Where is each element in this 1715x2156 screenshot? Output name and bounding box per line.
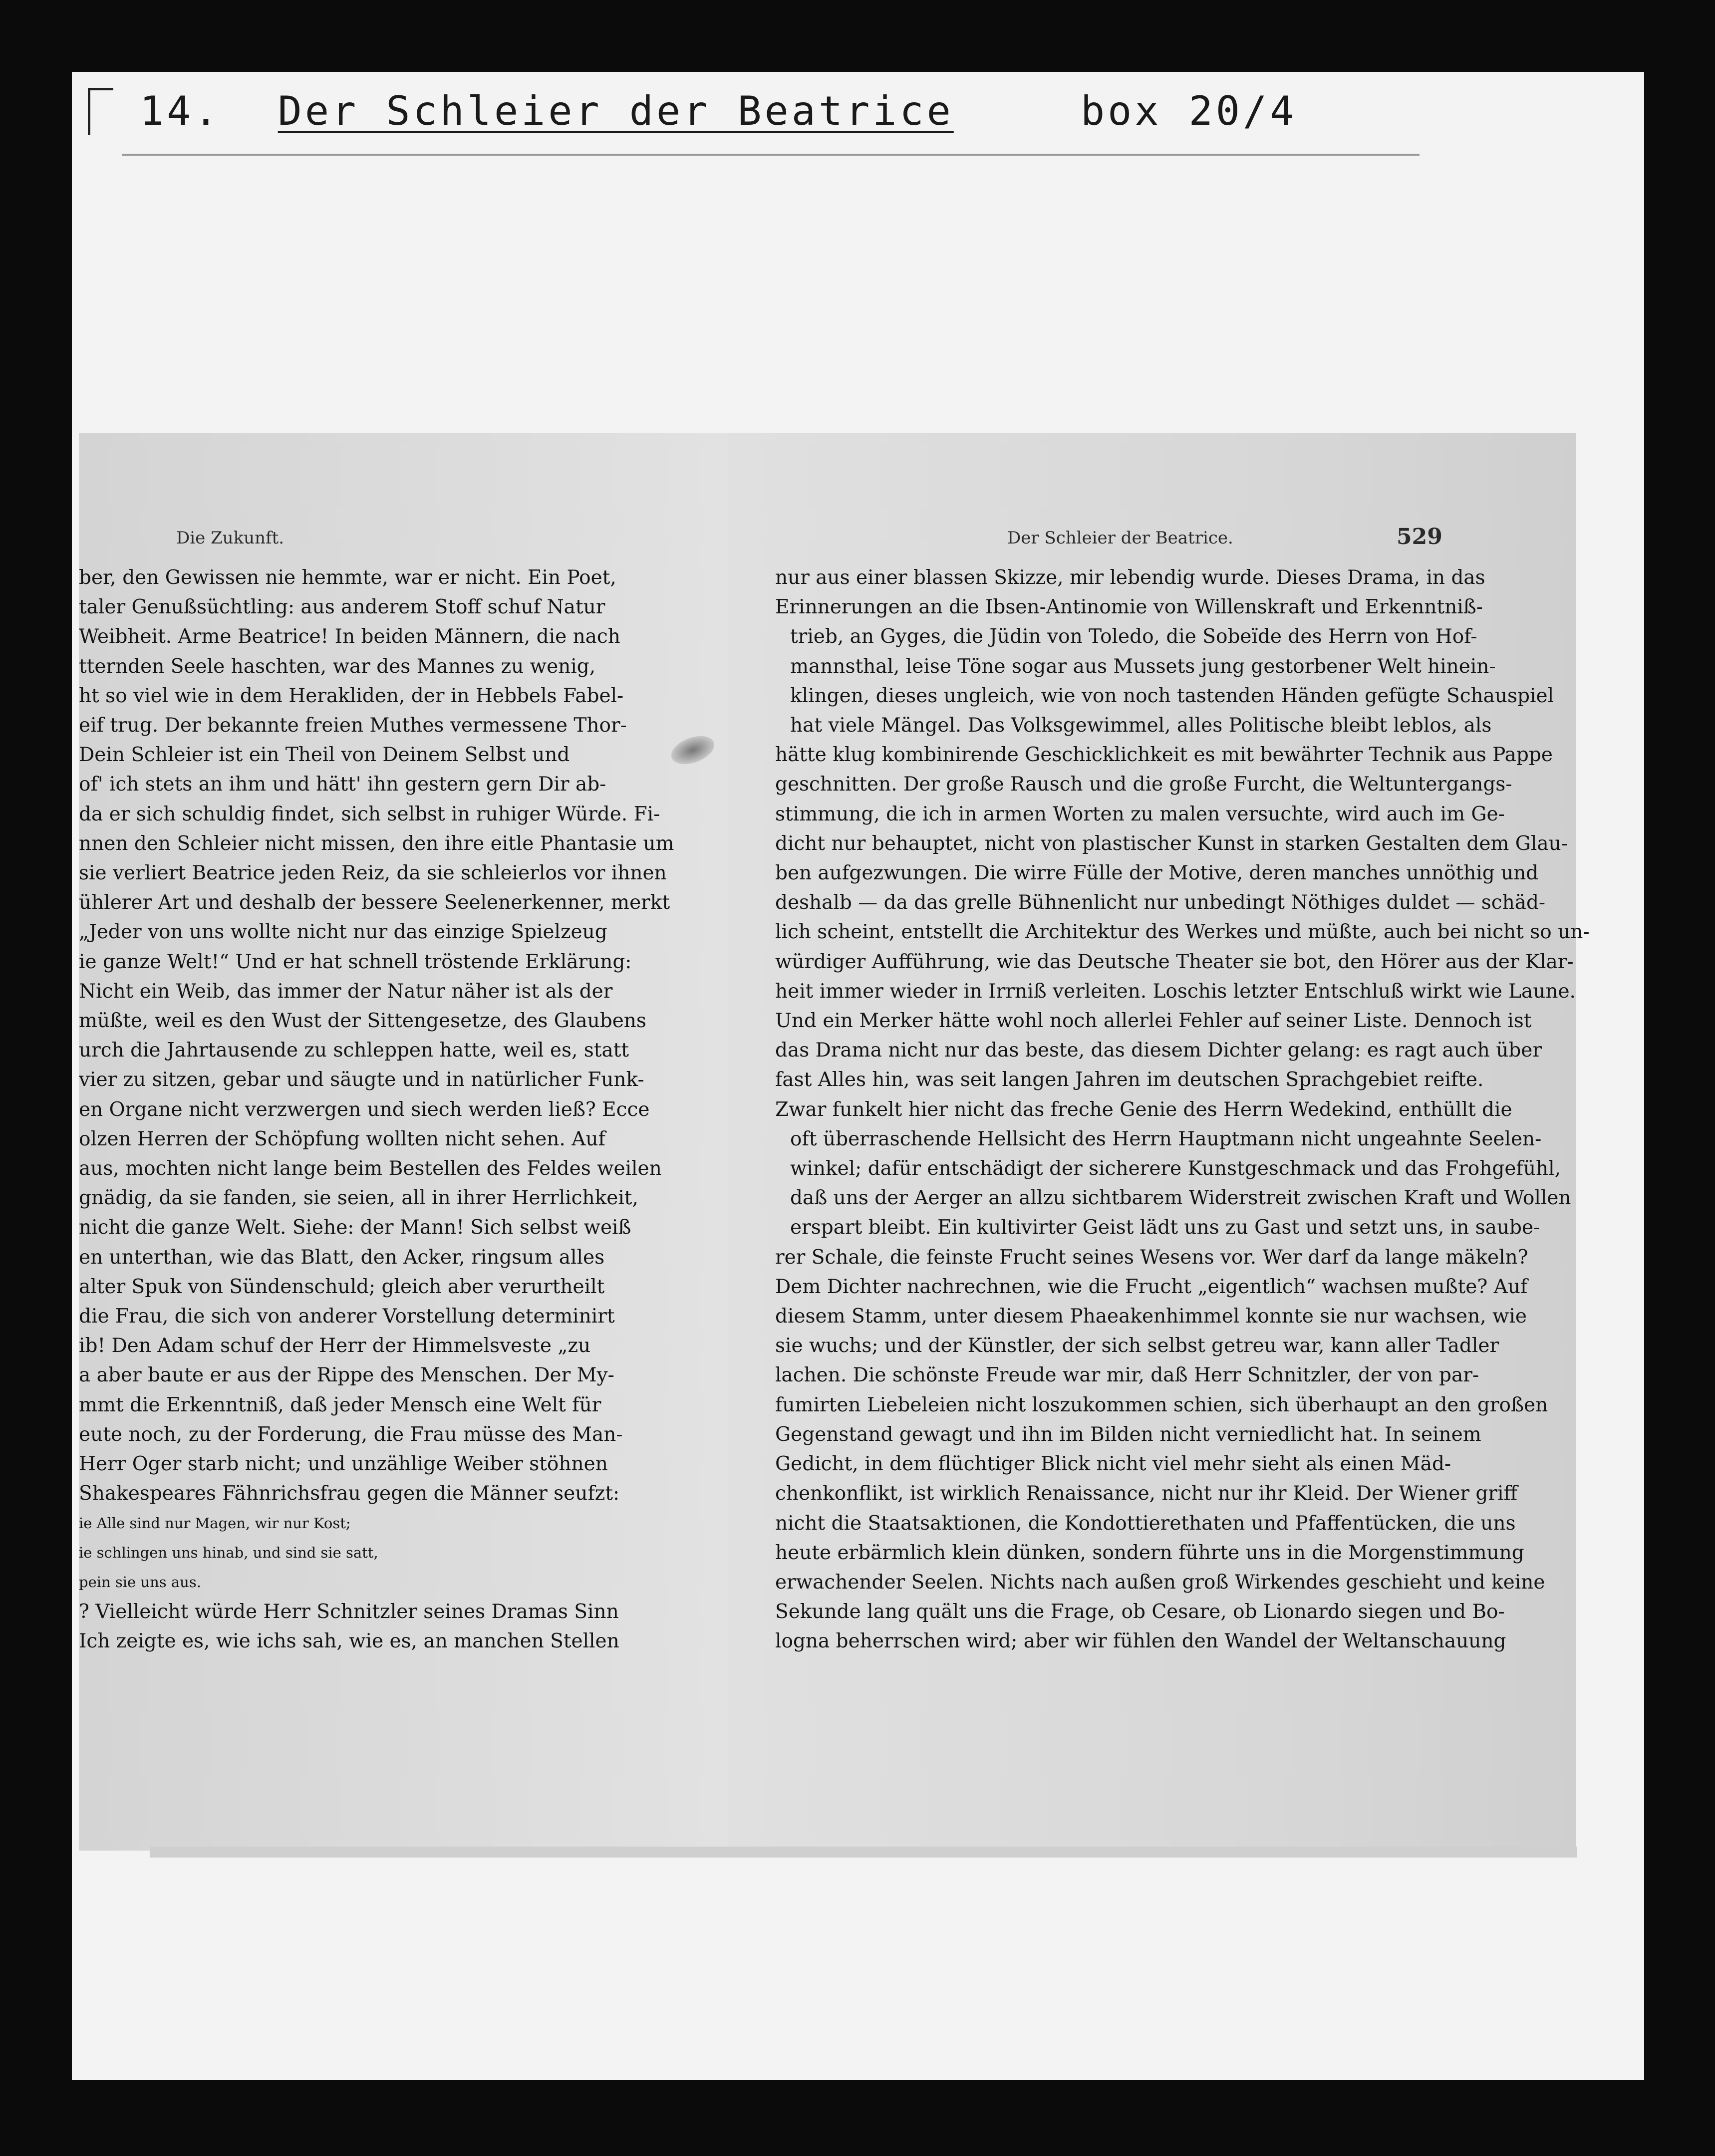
text-line: en Organe nicht verzwergen und siech werden ließ? Ecce [79,1098,650,1121]
text-line: ? Vielleicht würde Herr Schnitzler seines Dramas Sinn [79,1601,619,1623]
text-line: nicht die Staatsaktionen, die Kondottierethaten und Pfaffentücken, die uns [775,1512,1516,1535]
text-line: mannsthal, leise Töne sogar aus Mussets jung gestorbener Welt hinein- [790,655,1496,678]
text-line: ib! Den Adam schuf der Herr der Himmelsveste „zu [79,1335,591,1357]
text-line: taler Genußsüchtling: aus anderem Stoff schuf Natur [79,596,605,619]
text-line: erspart bleibt. Ein kultivirter Geist lädt uns zu Gast und setzt uns, in saube- [790,1216,1540,1239]
text-line: heit immer wieder in Irrniß verleiten. Loschis letzter Entschluß wirkt wie Laune. [775,980,1576,1003]
page-number: 529 [1397,524,1442,549]
text-line: winkel; dafür entschädigt der sicherere Kunstgeschmack und das Frohgefühl, [790,1157,1561,1180]
text-line: alter Spuk von Sündenschuld; gleich aber verurtheilt [79,1275,605,1298]
text-line: a aber baute er aus der Rippe des Menschen. Der My- [79,1364,614,1387]
text-line: ie schlingen uns hinab, und sind sie satt, [79,1544,378,1561]
text-line: nur aus einer blassen Skizze, mir lebendig wurde. Dieses Drama, in das [775,566,1485,589]
text-line: würdiger Aufführung, wie das Deutsche Theater sie bot, den Hörer aus der Klar- [775,950,1574,973]
text-line: da er sich schuldig findet, sich selbst in ruhiger Würde. Fi- [79,803,660,825]
text-line: en unterthan, wie das Blatt, den Acker, ringsum alles [79,1246,605,1269]
text-line: klingen, dieses ungleich, wie von noch tastenden Händen gefügte Schauspiel [790,684,1554,707]
text-line: fast Alles hin, was seit langen Jahren im deutschen Sprachgebiet reifte. [775,1069,1484,1091]
text-line: oft überraschende Hellsicht des Herrn Hauptmann nicht ungeahnte Seelen- [790,1127,1542,1150]
text-line: ie ganze Welt!“ Und er hat schnell tröstende Erklärung: [79,950,632,973]
clipping-shadow [150,1847,1577,1858]
text-line: ben aufgezwungen. Die wirre Fülle der Motive, deren manches unnöthig und [775,862,1539,885]
text-line: daß uns der Aerger an allzu sichtbarem Widerstreit zwischen Kraft und Wollen [790,1187,1571,1210]
text-line: Nicht ein Weib, das immer der Natur näher ist als der [79,980,613,1003]
text-line: Gegenstand gewagt und ihn im Bilden nicht verniedlicht hat. In seinem [775,1423,1481,1446]
text-line: erwachender Seelen. Nichts nach außen groß Wirkendes geschieht und keine [775,1571,1545,1594]
text-line: mmt die Erkenntniß, daß jeder Mensch eine Welt für [79,1393,601,1416]
text-line: hätte klug kombinirende Geschicklichkeit es mit bewährter Technik aus Pappe [775,744,1553,767]
text-line: nnen den Schleier nicht missen, den ihre eitle Phantasie um [79,832,674,855]
archive-box-number: box 20/4 [1080,88,1297,134]
right-text-column [775,563,1590,1656]
text-line: vier zu sitzen, gebar und säugte und in natürlicher Funk- [79,1069,644,1091]
text-line: Ich zeigte es, wie ichs sah, wie es, an manchen Stellen [79,1630,619,1653]
text-line: Weibheit. Arme Beatrice! In beiden Männern, die nach [79,625,620,648]
text-line: nicht die ganze Welt. Siehe: der Mann! Sich selbst weiß [79,1216,631,1239]
text-line: rer Schale, die feinste Frucht seines Wesens vor. Wer darf da lange mäkeln? [775,1246,1528,1269]
text-line: Zwar funkelt hier nicht das freche Genie des Herrn Wedekind, enthüllt die [775,1098,1512,1121]
text-line: Erinnerungen an die Ibsen-Antinomie von Willenskraft und Erkenntniß- [775,596,1483,619]
text-line: of' ich stets an ihm und hätt' ihn gestern gern Dir ab- [79,773,606,796]
text-line: tternden Seele haschten, war des Mannes zu wenig, [79,655,596,678]
text-line: ie Alle sind nur Magen, wir nur Kost; [79,1514,351,1532]
archive-label [140,84,1338,139]
text-line: diesem Stamm, unter diesem Phaeakenhimmel konnte sie nur wachsen, wie [775,1305,1527,1328]
text-line: logna beherrschen wird; aber wir fühlen den Wandel der Weltanschauung [775,1630,1506,1653]
text-line: stimmung, die ich in armen Worten zu malen versuchte, wird auch im Ge- [775,803,1505,825]
text-line: hat viele Mängel. Das Volksgewimmel, alles Politische bleibt leblos, als [790,714,1492,737]
right-running-head: Der Schleier der Beatrice. [1007,528,1233,548]
text-line: Herr Oger starb nicht; und unzählige Weiber stöhnen [79,1453,608,1476]
text-line: eute noch, zu der Forderung, die Frau müsse des Man- [79,1423,623,1446]
text-line: deshalb — da das grelle Bühnenlicht nur unbedingt Nöthiges duldet — schäd- [775,891,1546,914]
text-line: Dem Dichter nachrechnen, wie die Frucht „eigentlich“ wachsen mußte? Auf [775,1275,1528,1298]
header-divider [122,154,1420,156]
left-running-head: Die Zukunft. [176,528,285,548]
text-line: lachen. Die schönste Freude war mir, daß Herr Schnitzler, der von par- [775,1364,1479,1387]
text-line: Gedicht, in dem flüchtiger Blick nicht viel mehr sieht als einen Mäd- [775,1453,1451,1476]
archive-item-number: 14. [140,88,221,134]
text-line: aus, mochten nicht lange beim Bestellen des Feldes weilen [79,1157,662,1180]
text-line: Und ein Merker hätte wohl noch allerlei Fehler auf seiner Liste. Dennoch ist [775,1010,1532,1033]
text-line: pein sie uns aus. [79,1573,201,1591]
text-line: dicht nur behauptet, nicht von plastischer Kunst in starken Gestalten dem Glau- [775,832,1568,855]
text-line: müßte, weil es den Wust der Sittengesetze, des Glaubens [79,1010,646,1033]
corner-bracket-mark [88,88,113,135]
newspaper-clipping [79,433,1590,1851]
text-line: sie verliert Beatrice jeden Reiz, da sie schleierlos vor ihnen [79,862,667,885]
archive-item-title: Der Schleier der Beatrice [278,88,954,134]
text-line: geschnitten. Der große Rausch und die große Furcht, die Weltuntergangs- [775,773,1512,796]
text-line: Sekunde lang quält uns die Frage, ob Cesare, ob Lionardo siegen und Bo- [775,1601,1505,1623]
text-line: sie wuchs; und der Künstler, der sich selbst getreu war, kann aller Tadler [775,1335,1499,1357]
text-line: Dein Schleier ist ein Theil von Deinem Selbst und [79,744,570,767]
text-line: die Frau, die sich von anderer Vorstellung determinirt [79,1305,615,1328]
text-line: Shakespeares Fähnrichsfrau gegen die Männer seufzt: [79,1482,620,1505]
text-line: chenkonflikt, ist wirklich Renaissance, nicht nur ihr Kleid. Der Wiener griff [775,1482,1518,1505]
text-line: fumirten Liebeleien nicht loszukommen schien, sich überhaupt an den großen [775,1393,1548,1416]
text-line: trieb, an Gyges, die Jüdin von Toledo, die Sobeïde des Herrn von Hof- [790,625,1477,648]
text-line: heute erbärmlich klein dünken, sondern führte uns in die Morgenstimmung [775,1541,1524,1564]
text-line: lich scheint, entstellt die Architektur des Werkes und müßte, auch bei nicht so un- [775,921,1590,944]
text-line: „Jeder von uns wollte nicht nur das einzige Spielzeug [79,921,607,944]
text-line: urch die Jahrtausende zu schleppen hatte, weil es, statt [79,1039,629,1062]
text-line: ber, den Gewissen nie hemmte, war er nicht. Ein Poet, [79,566,616,589]
text-line: eif trug. Der bekannte freien Muthes vermessene Thor- [79,714,627,737]
text-line: ühlerer Art und deshalb der bessere Seelenerkenner, merkt [79,891,670,914]
text-line: gnädig, da sie fanden, sie seien, all in ihrer Herrlichkeit, [79,1187,638,1210]
text-line: ht so viel wie in dem Herakliden, der in Hebbels Fabel- [79,684,624,707]
text-line: das Drama nicht nur das beste, das diesem Dichter gelang: es ragt auch über [775,1039,1542,1062]
left-text-column [79,563,674,1656]
text-line: olzen Herren der Schöpfung wollten nicht sehen. Auf [79,1127,605,1150]
